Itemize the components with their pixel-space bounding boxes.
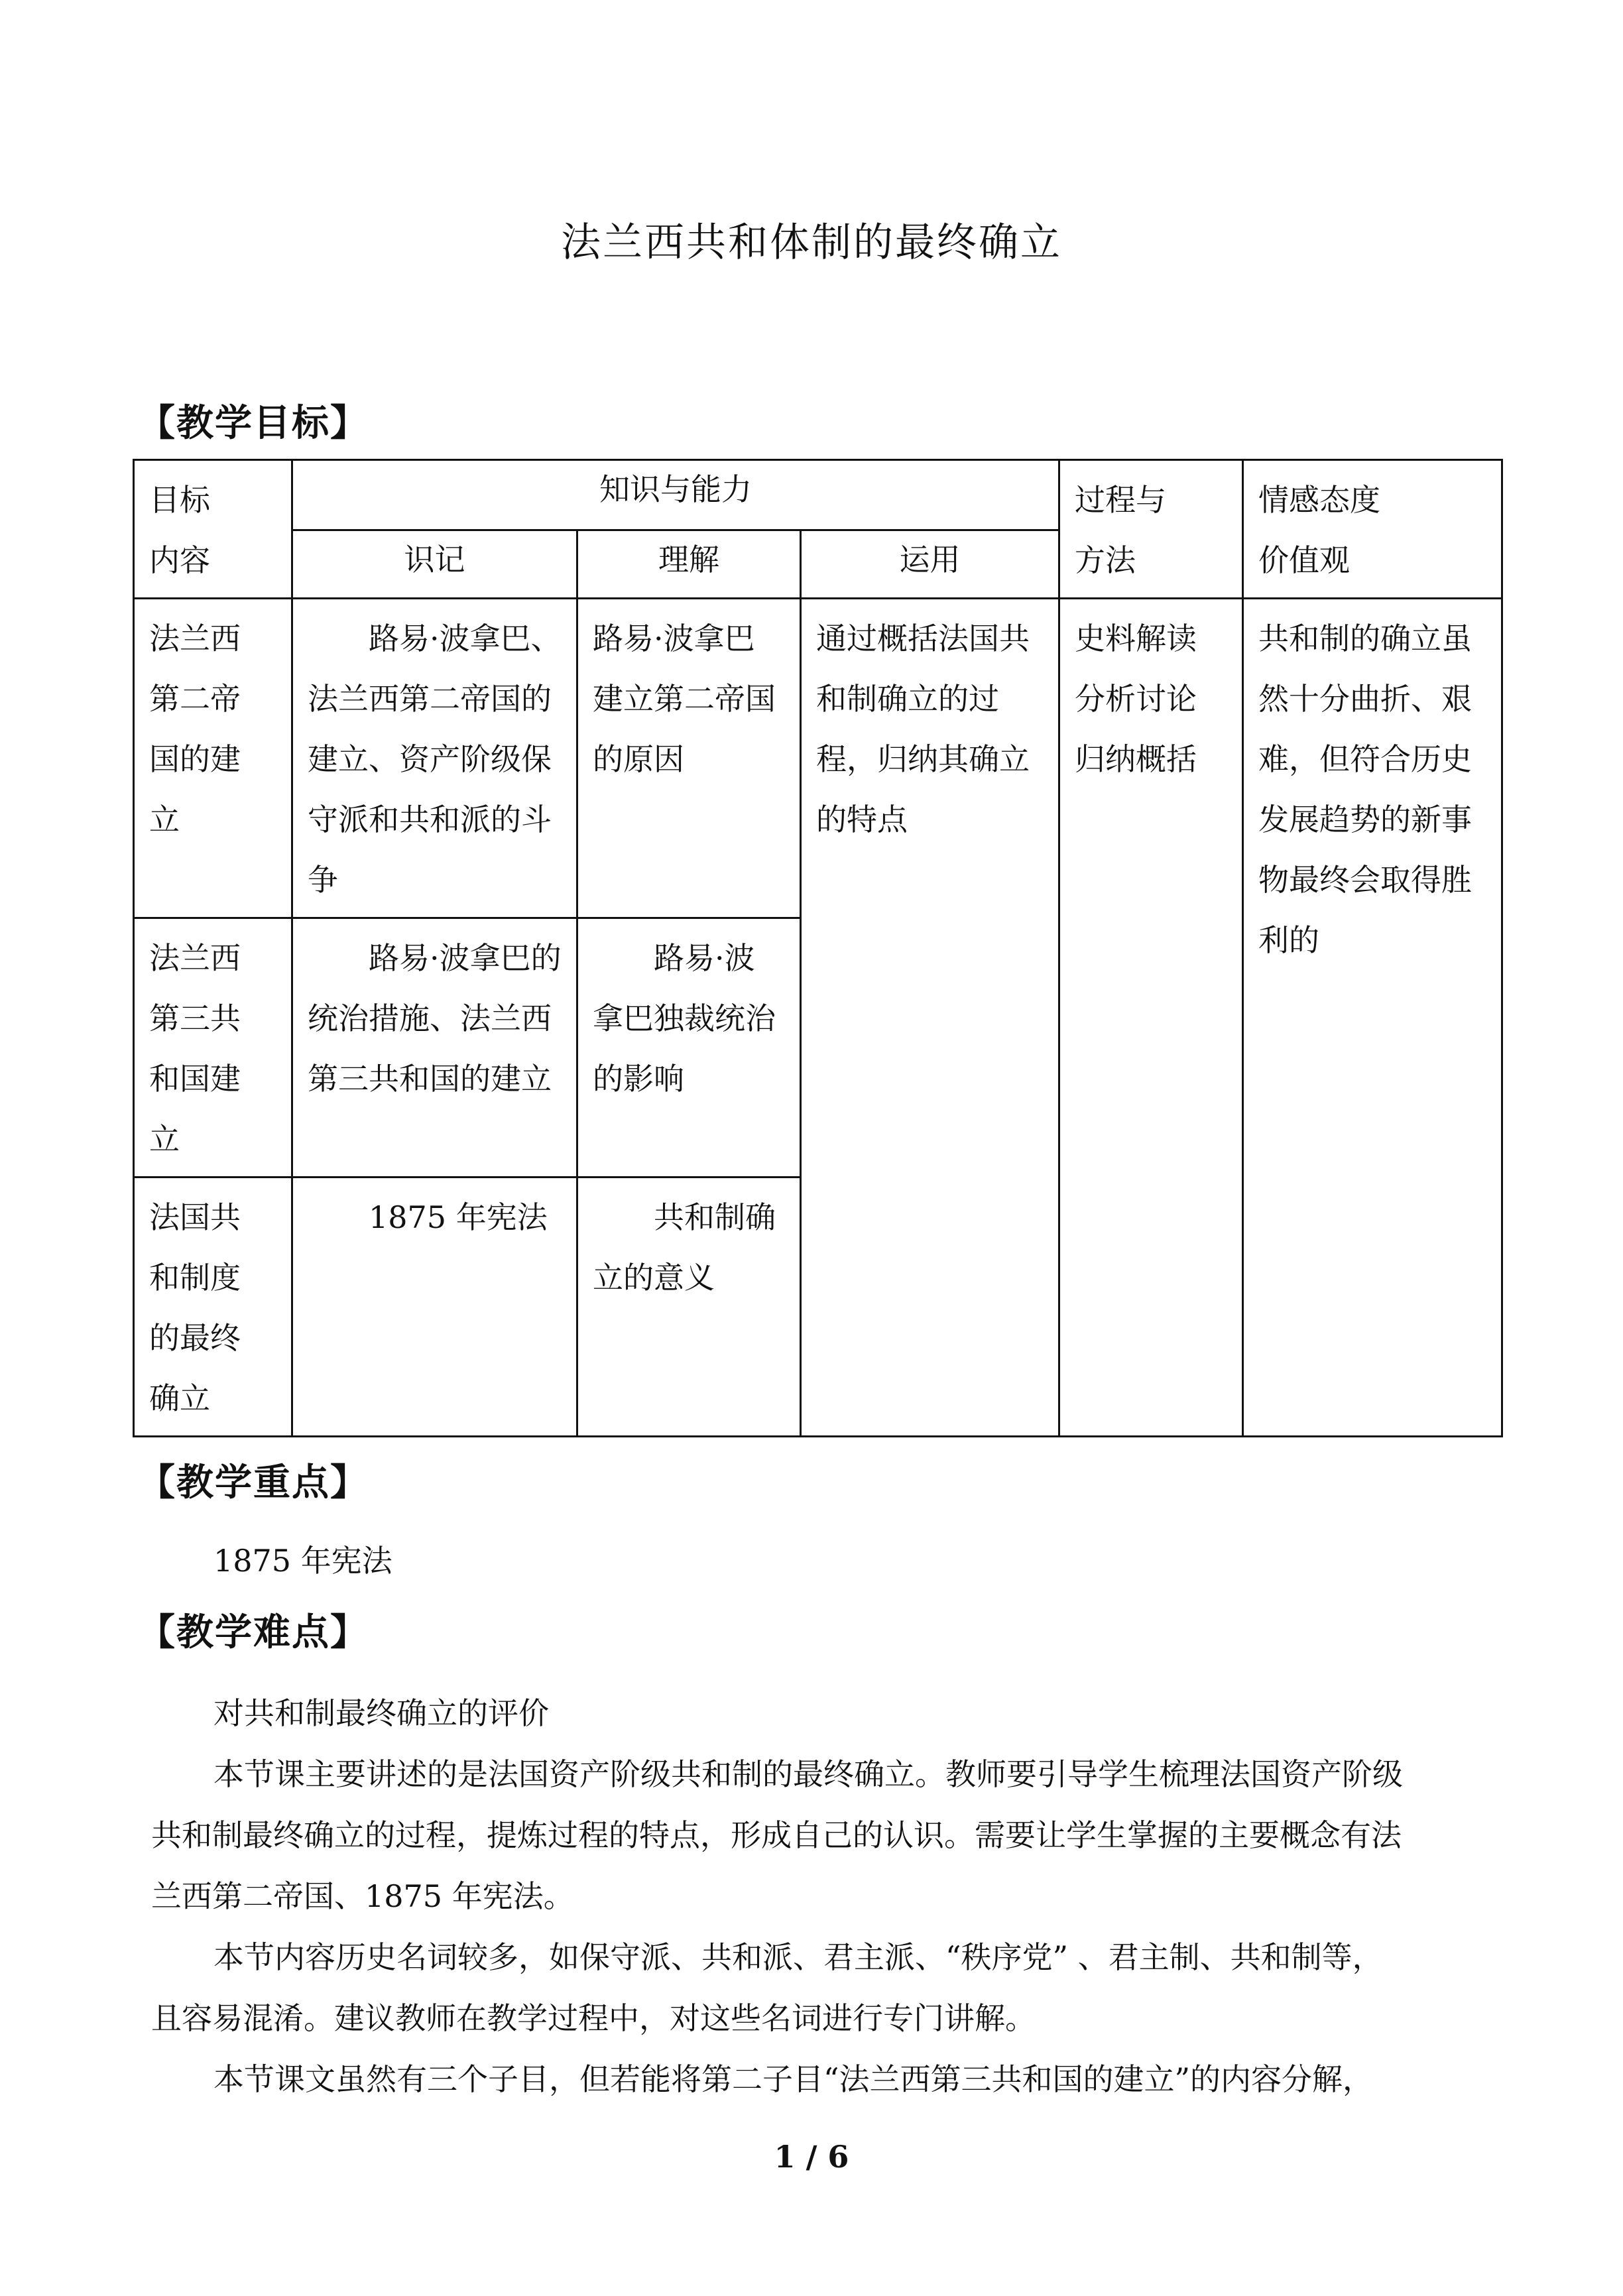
header-process-line1: 过程与 [1075, 482, 1167, 518]
row3-understand: 共和制确立的意义 [577, 1178, 801, 1437]
page-number: 1 / 6 [774, 2139, 849, 2175]
row1-recall: 路易·波拿巴、法兰西第二帝国的建立、资产阶级保守派和共和派的斗争 [292, 599, 577, 918]
body-line-3: 兰西第二帝国、1875 年宪法。 [151, 1878, 574, 1914]
header-process [1059, 460, 1243, 599]
row2-understand: 路易·波拿巴独裁统治的影响 [577, 918, 801, 1178]
row3-content: 法国共 和制度 的最终 确立 [134, 1178, 292, 1437]
header-emotion-line2: 价值观 [1258, 542, 1351, 578]
difficulties-heading: 【教学难点】 [138, 1611, 369, 1654]
header-target-line2: 内容 [149, 542, 210, 578]
header-knowledge: 知识与能力 [292, 460, 1059, 530]
row2-content: 法兰西 第三共 和国建 立 [134, 918, 292, 1178]
body-line-5: 且容易混淆。建议教师在教学过程中，对这些名词进行专门讲解。 [151, 2000, 1036, 2036]
page-title: 法兰西共和体制的最终确立 [561, 219, 1062, 266]
body-line-6: 本节课文虽然有三个子目，但若能将第二子目“法兰西第三共和国的建立”的内容分解， [213, 2061, 1374, 2097]
header-understand: 理解 [577, 530, 801, 598]
key-points-heading: 【教学重点】 [138, 1461, 369, 1504]
header-apply: 运用 [801, 530, 1059, 598]
apply-cell: 通过概括法国共和制确立的过程，归纳其确立的特点 [801, 599, 1059, 1437]
header-target-content [134, 460, 292, 599]
header-recall: 识记 [292, 530, 577, 598]
objectives-table [133, 459, 1503, 1437]
header-process-line2: 方法 [1075, 542, 1136, 578]
key-points-text: 1875 年宪法 [213, 1543, 392, 1579]
process-cell: 史料解读 分析讨论 归纳概括 [1059, 599, 1243, 1437]
header-target-line1: 目标 [149, 482, 210, 518]
header-emotion-line1: 情感态度 [1258, 482, 1381, 518]
row1-understand: 路易·波拿巴建立第二帝国的原因 [577, 599, 801, 918]
row1-content: 法兰西 第二帝 国的建 立 [134, 599, 292, 918]
objectives-heading: 【教学目标】 [138, 402, 369, 445]
body-line-1: 本节课主要讲述的是法国资产阶级共和制的最终确立。教师要引导学生梳理法国资产阶级 [213, 1756, 1403, 1792]
difficulties-text: 对共和制最终确立的评价 [213, 1695, 549, 1731]
row2-recall: 路易·波拿巴的统治措施、法兰西第三共和国的建立 [292, 918, 577, 1178]
header-emotion [1243, 460, 1502, 599]
emotion-cell: 共和制的确立虽然十分曲折、艰难，但符合历史发展趋势的新事物最终会取得胜利的 [1243, 599, 1502, 1437]
body-line-2: 共和制最终确立的过程，提炼过程的特点，形成自己的认识。需要让学生掌握的主要概念有法 [151, 1817, 1402, 1853]
row3-recall: 1875 年宪法 [292, 1178, 577, 1437]
body-line-4: 本节内容历史名词较多，如保守派、共和派、君主派、“秩序党” 、君主制、共和制等， [213, 1939, 1383, 1975]
